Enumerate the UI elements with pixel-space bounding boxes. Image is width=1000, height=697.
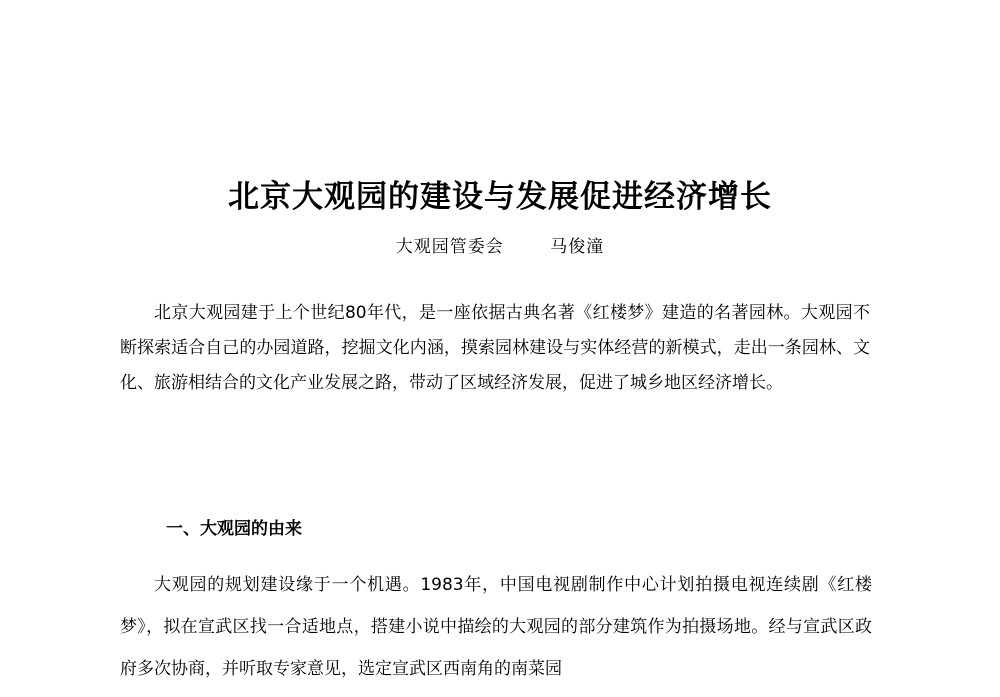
byline bbox=[0, 232, 1000, 257]
section-paragraph: 大观园的规划建设缘于一个机遇。1983年，中国电视剧制作中心计划拍摄电视连续剧《红楼梦》，拟在宣武区找一合适地点，搭建小说中描绘的大观园的部分建筑作为拍摄场地。经与宣武区政府多次协商，并听取专家意见，选定宣武区西南角的南菜园 bbox=[120, 575, 872, 679]
section-heading: 一、大观园的由来 bbox=[166, 519, 302, 539]
author-organization: 大观园管委会 bbox=[395, 237, 504, 257]
abstract-paragraph: 北京大观园建于上个世纪80年代，是一座依据古典名著《红楼梦》建造的名著园林。大观园不断探索适合自己的办园道路，挖掘文化内涵，摸索园林建设与实体经营的新模式，走出一条园林、文化、旅游相结合的文化产业发展之路，带动了区域经济发展，促进了城乡地区经济增长。 bbox=[120, 303, 870, 393]
document-title: 北京大观园的建设与发展促进经济增长 bbox=[228, 178, 772, 215]
author-name: 马俊潼 bbox=[550, 237, 605, 257]
